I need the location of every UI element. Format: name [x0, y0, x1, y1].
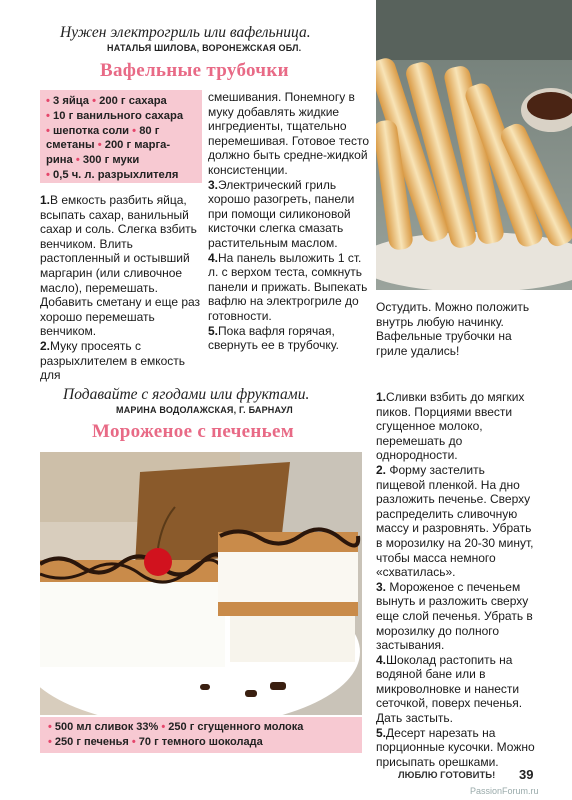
- recipe2-tagline: Подавайте с ягодами или фруктами.: [63, 386, 310, 403]
- watermark: PassionForum.ru: [470, 786, 539, 796]
- magazine-name: ЛЮБЛЮ ГОТОВИТЬ!: [398, 770, 496, 781]
- recipe1-column-2: смешивания. Понемногу в муку добавлять жидкие ингредиенты, тщательно перемешивая. Готовое тесто должно быть средне-жидкой консистенции. 3.Электрический гриль хорошо разогреть, панели при помощи силиконовой кисточки слегка смазать растительным маслом. 4.На панель выложить 1 ст. л. с верхом теста, сомкнуть панели и прижать. Выпекать вафлю на электрогриле до готовности. 5.Пока вафля горячая, свернуть ее в трубочку.: [208, 90, 369, 353]
- recipe2-title: Мороженое с печеньем: [92, 421, 294, 442]
- recipe1-ingredients: • 3 яйца • 200 г сахара • 10 г ванильного сахара • шепотка соли • 80 г сметаны • 200 г марга- рина • 300 г муки • 0,5 ч. л. разрыхлителя: [40, 90, 202, 183]
- waffle-tubes-illustration: [376, 0, 572, 290]
- ice-cream-cookies-illustration: [40, 452, 362, 715]
- recipe2-author: МАРИНА ВОДОЛАЖСКАЯ, Г. БАРНАУЛ: [116, 405, 293, 415]
- recipe1-author: НАТАЛЬЯ ШИЛОВА, ВОРОНЕЖСКАЯ ОБЛ.: [107, 43, 302, 53]
- recipe2-steps: 1.Сливки взбить до мягких пиков. Порциями ввести сгущенное молоко, перемешать до однородности. 2. Форму застелить пищевой пленкой. На дно разложить печенье. Сверху распределить сливочную массу и разровнять. Убрать в морозилку на 20-30 минут, чтобы масса немного «схватилась». 3. Мороженое с печеньем вынуть и разложить сверху еще слой печенья. Убрать в морозилку до полного застывания. 4.Шоколад растопить на водяной бане или в микроволновке и нанести сеточкой, поверх печенья. Дать застыть. 5.Десерт нарезать на порционные кусочки. Можно присыпать орешками.: [376, 390, 535, 769]
- ice-cream-cookies-photo: [40, 452, 362, 715]
- recipe2-ingredients: • 500 мл сливок 33% • 250 г сгущенного молока • 250 г печенья • 70 г темного шоколада: [40, 717, 362, 753]
- recipe1-column-1: 1.В емкость разбить яйца, всыпать сахар, ванильный сахар и соль. Слегка взбить венчиком. Влить растопленный и остывший маргарин (или сливочное масло), перемешать. Добавить сметану и еще раз хорошо перемешать венчиком. 2.Муку просеять с разрыхлителем в емкость для: [40, 193, 201, 383]
- recipe1-column-3: Остудить. Можно положить внутрь любую начинку. Вафельные трубочки на гриле удались!: [376, 300, 530, 358]
- recipe1-tagline: Нужен электрогриль или вафельница.: [60, 24, 311, 41]
- page-number: 39: [519, 767, 534, 782]
- waffle-tubes-photo: [376, 0, 572, 290]
- recipe1-title: Вафельные трубочки: [100, 60, 289, 81]
